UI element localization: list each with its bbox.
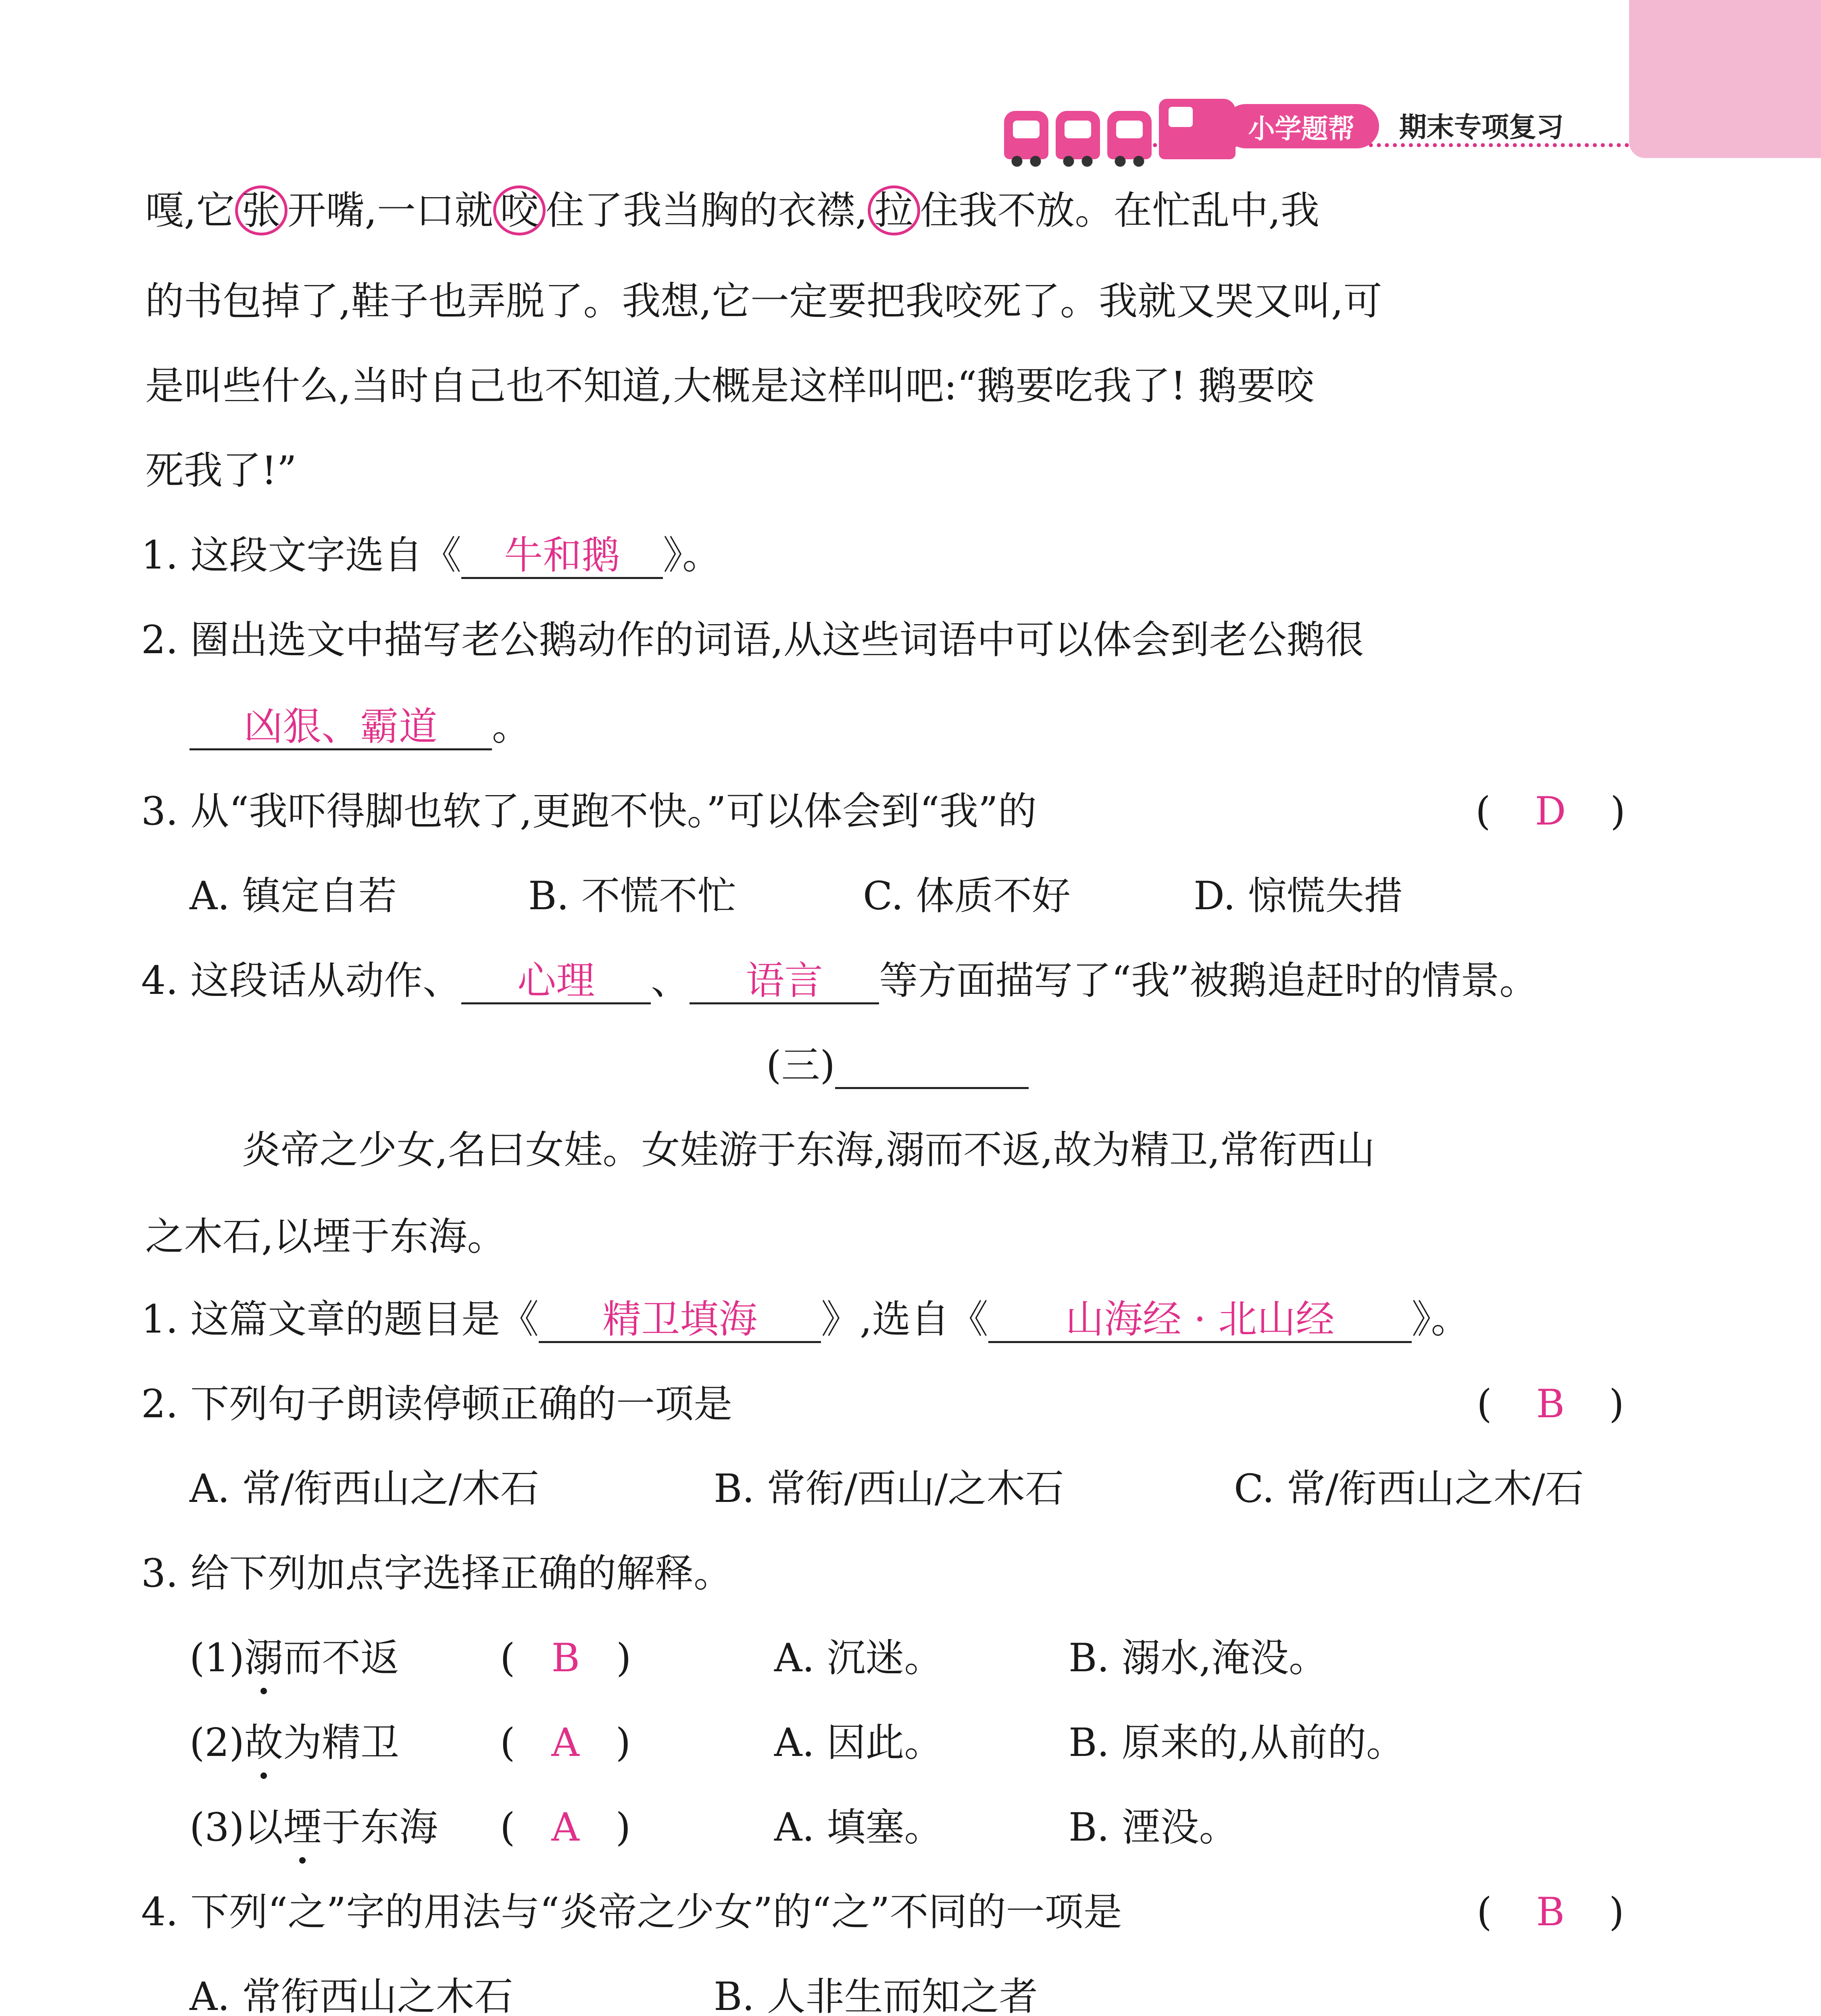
question-2: 2. 圈出选文中描写老公鹅动作的词语,从这些词语中可以体会到老公鹅很 [141, 617, 1364, 662]
option: B. 常衔/西山/之木石 [714, 1466, 1064, 1511]
option: A. 填塞。 [774, 1805, 943, 1850]
passage-line: 炎帝之少女,名曰女娃。女娃游于东海,溺而不返,故为精卫,常衔西山 [242, 1127, 1375, 1173]
option: A. 常/衔西山之/木石 [190, 1466, 540, 1511]
circled-word: 拉 [868, 185, 920, 235]
passage-line: 死我了!” [145, 448, 297, 493]
question-4: 4. 下列“之”字的用法与“炎帝之少女”的“之”不同的一项是 [141, 1889, 1122, 1935]
answer: 精卫填海 [602, 1297, 758, 1342]
question-4: 4. 这段话从动作、 心理 、 语言 等方面描写了“我”被鹅追赶时的情景。 [141, 958, 1538, 1004]
answer-paren: ( D ) [1475, 789, 1625, 834]
option: B. 人非生而知之者 [714, 1974, 1038, 2016]
question-1: 1. 这篇文章的题目是《 精卫填海 》,选自《 山海经 · 北山经 》。 [141, 1296, 1470, 1343]
circled-word: 咬 [493, 185, 546, 235]
answer-paren: ( A ) [500, 1720, 631, 1765]
answer-paren: ( A ) [500, 1805, 631, 1850]
answer: 语言 [746, 958, 823, 1003]
option: D. 惊慌失措 [1194, 873, 1403, 918]
section-heading: (三) [766, 1042, 1029, 1089]
option: B. 不慌不忙 [528, 873, 736, 918]
option: B. 溺水,淹没。 [1069, 1635, 1328, 1681]
option: C. 体质不好 [863, 873, 1071, 918]
option: C. 常/衔西山之木/石 [1234, 1466, 1584, 1511]
brand-badge: 小学题帮 [1224, 104, 1379, 148]
answer: 牛和鹅 [504, 533, 621, 578]
option: A. 沉迷。 [774, 1635, 943, 1681]
passage-line: 是叫些什么,当时自己也不知道,大概是这样叫吧:“鹅要吃我了! 鹅要咬 [145, 363, 1315, 408]
passage-line: 之木石,以堙于东海。 [145, 1214, 506, 1259]
question-2-answer-line: 凶狠、霸道 。 [190, 704, 531, 750]
option: A. 常衔西山之木石 [190, 1974, 513, 2016]
option: A. 因此。 [774, 1720, 943, 1765]
header-tab [1629, 0, 1821, 158]
header-title: 期末专项复习 [1399, 112, 1564, 144]
passage-line: 嘎,它 张 开嘴,一口就 咬 住了我当胸的衣襟, 拉 住我不放。在忙乱中,我 [145, 185, 1319, 235]
question-2: 2. 下列句子朗读停顿正确的一项是 [141, 1381, 733, 1427]
option: B. 湮没。 [1069, 1805, 1238, 1850]
sub-item: (2)故为精卫 [190, 1720, 399, 1765]
answer: 山海经 · 北山经 [1065, 1297, 1335, 1342]
train-icon [1004, 95, 1236, 159]
sub-item: (1)溺而不返 [190, 1635, 399, 1681]
answer: 心理 [517, 958, 595, 1003]
question-3: 3. 给下列加点字选择正确的解释。 [141, 1551, 733, 1596]
circled-word: 张 [235, 185, 288, 235]
question-3: 3. 从“我吓得脚也软了,更跑不快。”可以体会到“我”的 [141, 789, 1037, 834]
answer-paren: ( B ) [1477, 1889, 1624, 1935]
option: B. 原来的,从前的。 [1069, 1720, 1405, 1765]
answer: 凶狠、霸道 [244, 704, 438, 749]
question-1: 1. 这段文字选自《 牛和鹅 》。 [141, 532, 721, 579]
answer-paren: ( B ) [1477, 1381, 1624, 1427]
answer-paren: ( B ) [500, 1635, 631, 1681]
option: A. 镇定自若 [190, 873, 397, 918]
passage-line: 的书包掉了,鞋子也弄脱了。我想,它一定要把我咬死了。我就又哭又叫,可 [145, 279, 1382, 324]
sub-item: (3)以堙于东海 [190, 1805, 438, 1850]
